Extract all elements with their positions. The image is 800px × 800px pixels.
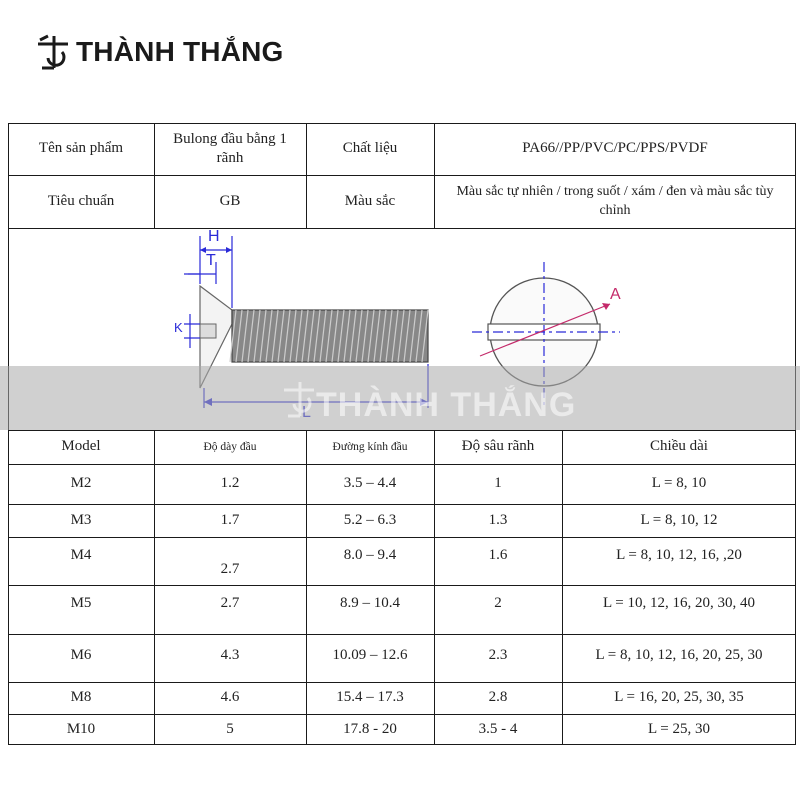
table-cell-length: L = 8, 10, 12, 16, 20, 25, 30 xyxy=(595,647,763,664)
table-cell-head-thickness: 4.6 xyxy=(220,689,240,706)
standard-value: GB xyxy=(219,192,241,209)
dimension-label-t: T xyxy=(206,252,216,269)
watermark-logo-icon xyxy=(280,376,320,420)
dimension-label-k: K xyxy=(174,320,183,335)
table-cell-head-thickness: 5 xyxy=(226,720,234,737)
product-name-label: Tên sản phẩm xyxy=(38,140,124,157)
table-cell-head-diameter: 8.0 – 9.4 xyxy=(343,547,397,564)
table-cell-length: L = 25, 30 xyxy=(647,720,711,737)
table-cell-slot-depth: 3.5 - 4 xyxy=(478,720,518,737)
table-header-model: Model xyxy=(61,438,101,455)
table-cell-model: M5 xyxy=(70,595,92,612)
table-cell-slot-depth: 1.6 xyxy=(488,547,508,564)
color-value: Màu sắc tự nhiên / trong suốt / xám / đen và màu sắc tùy chỉnh xyxy=(456,184,774,218)
product-name-value: Bulong đầu bằng 1 rãnh xyxy=(173,130,287,166)
table-cell-head-thickness: 1.7 xyxy=(220,511,240,528)
table-cell-head-diameter: 15.4 – 17.3 xyxy=(336,689,404,706)
dimension-label-a: A xyxy=(610,286,621,303)
table-cell-slot-depth: 2 xyxy=(494,595,502,612)
brand-name: THÀNH THẮNG xyxy=(76,36,284,67)
table-cell-slot-depth: 2.3 xyxy=(488,647,508,664)
table-cell-model: M3 xyxy=(70,511,92,528)
table-cell-head-thickness: 2.7 xyxy=(220,595,240,612)
table-header-length: Chiều dài xyxy=(650,438,708,455)
table-cell-length: L = 16, 20, 25, 30, 35 xyxy=(614,689,744,706)
table-cell-model: M6 xyxy=(70,647,92,664)
dimension-label-h: H xyxy=(208,228,220,245)
brand-header xyxy=(34,32,284,72)
table-cell-slot-depth: 2.8 xyxy=(488,689,508,706)
table-header-slot-depth: Độ sâu rãnh xyxy=(461,438,535,455)
material-label: Chất liệu xyxy=(342,140,398,157)
table-cell-head-thickness: 4.3 xyxy=(220,647,240,664)
table-cell-length: L = 8, 10, 12, 16, ,20 xyxy=(616,547,742,564)
table-cell-slot-depth: 1 xyxy=(494,475,502,492)
brand-logo-icon xyxy=(34,32,74,72)
material-value: PA66//PP/PVC/PC/PPS/PVDF xyxy=(522,140,708,157)
table-cell-length: L = 8, 10, 12 xyxy=(640,511,718,528)
standard-label: Tiêu chuẩn xyxy=(47,192,115,209)
table-cell-model: M10 xyxy=(66,720,96,737)
table-cell-head-diameter: 17.8 - 20 xyxy=(343,720,397,737)
table-cell-head-diameter: 5.2 – 6.3 xyxy=(343,511,397,528)
table-header-head-diameter: Đường kính đầu xyxy=(332,440,408,453)
table-cell-head-diameter: 3.5 – 4.4 xyxy=(343,475,397,492)
table-cell-model: M2 xyxy=(70,475,92,492)
table-header-head-thickness: Độ dày đầu xyxy=(203,440,257,453)
table-cell-head-diameter: 10.09 – 12.6 xyxy=(332,647,408,664)
color-label: Màu sắc xyxy=(344,192,396,209)
table-cell-head-thickness: 2.7 xyxy=(220,561,240,578)
table-cell-head-thickness: 1.2 xyxy=(220,475,240,492)
table-cell-model: M4 xyxy=(70,547,92,564)
table-cell-head-diameter: 8.9 – 10.4 xyxy=(340,595,400,612)
table-cell-slot-depth: 1.3 xyxy=(488,511,508,528)
table-cell-length: L = 8, 10 xyxy=(651,475,707,492)
watermark-text: THÀNH THẮNG xyxy=(316,386,577,424)
table-cell-length: L = 10, 12, 16, 20, 30, 40 xyxy=(602,595,756,612)
table-cell-model: M8 xyxy=(70,689,92,706)
